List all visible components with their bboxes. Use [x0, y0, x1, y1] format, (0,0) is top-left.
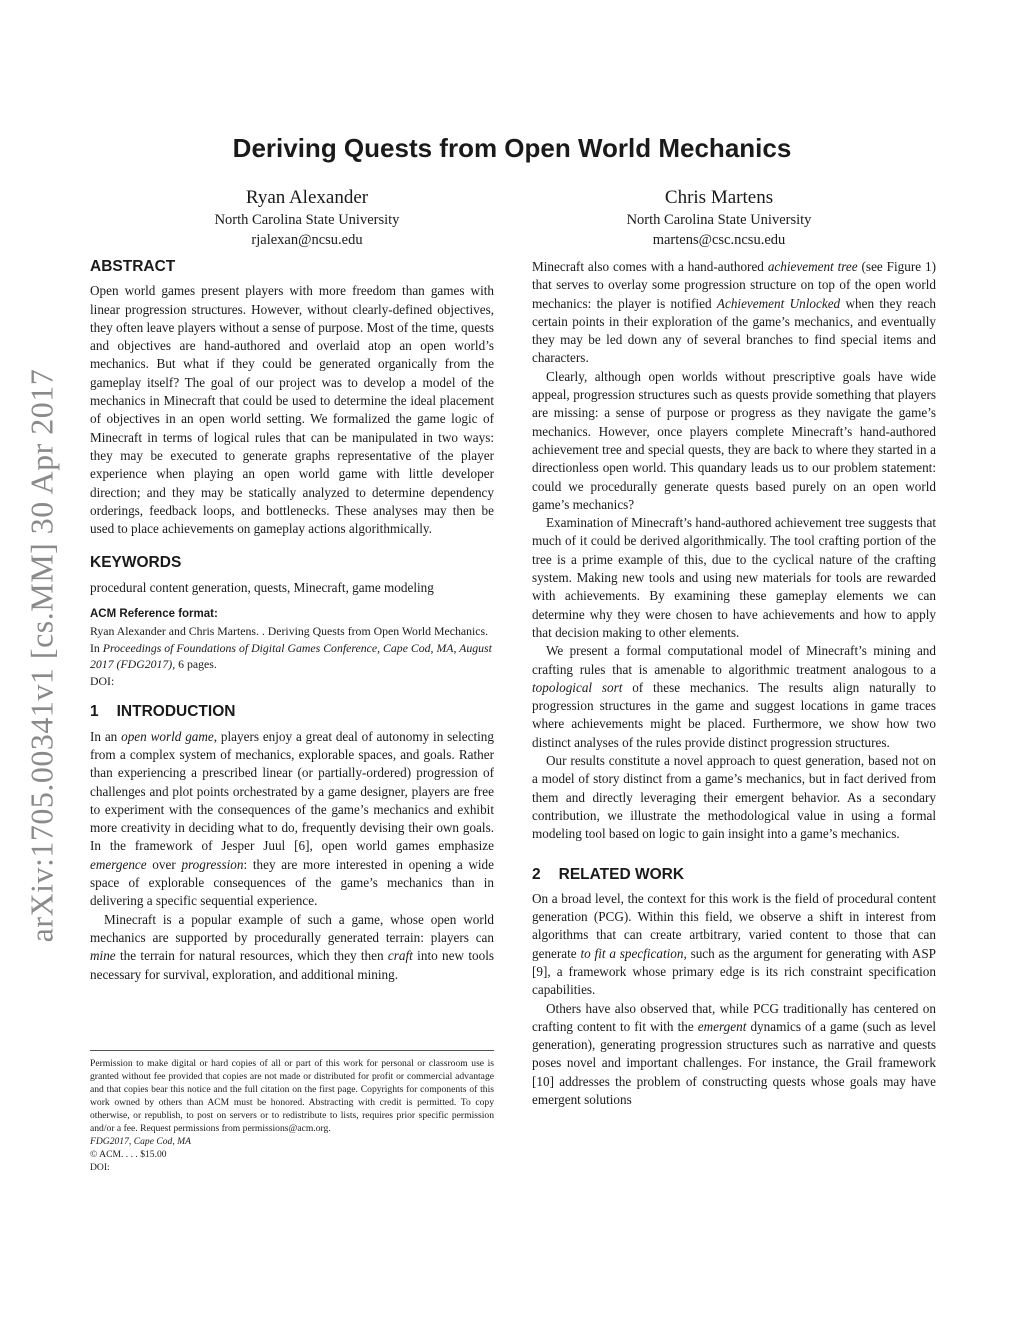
section-heading-introduction: 1 INTRODUCTION	[90, 703, 236, 721]
doi-line: DOI:	[90, 1162, 110, 1173]
keywords-text: procedural content generation, quests, Minecraft, game modeling	[90, 579, 434, 595]
intro-paragraph: Examination of Minecraft’s hand-authored achievement tree suggests that much of it could be derived algorithmically. The tool crafting portion of the tree is a prime example of this, due to the cyclical nature of the crafting system. Making new tools and using new materials for tools are rewarded with achievements. By examining these gameplay elements we can determine why they were chosen to have achievements and how to apply that decision making to other elements.	[532, 515, 936, 640]
arxiv-stamp: arXiv:1705.00341v1 [cs.MM] 30 Apr 2017	[23, 368, 60, 942]
intro-paragraph: Clearly, although open worlds without prescriptive goals have wide appeal, progression structures such as quests provide something that players are missing: a sense of purpose or progress as they navigate the game’s mechanics. However, once players complete Minecraft’s hand-authored achievement tree and special quests, they are back to where they started in a directionless open world. This quandary leads us to our problem statement: could we procedurally generate quests based purely on an open world game’s mechanics?	[532, 368, 936, 512]
author-block-2	[589, 186, 849, 250]
abstract-text: Open world games present players with more freedom than games with linear progression structures. However, without clearly-defined objectives, they often leave players without a sense of purpose. Most of the time, quests and objectives are hand-authored and overlaid atop an open world’s mechanics. But what if they could be generated organically from the gameplay itself? The goal of our project was to develop a model of the mechanics in Minecraft that could be used to determine the ideal placement of objectives in an open world setting. We formalized the game logic of Minecraft in terms of logical rules that can be manipulated in two ways: they may be executed to generate graphs representative of the player experience when playing an open world game with little developer direction; and they may be statically analyzed to determine dependency orderings, feedback loops, and bottlenecks. These analyses may then be used to place achievements on gameplay actions algorithmically.	[90, 283, 494, 537]
author-affiliation: North Carolina State University	[214, 212, 400, 228]
author-block-1	[177, 186, 437, 250]
copyright-footnote	[90, 1050, 494, 1174]
section-heading-related-work: 2 RELATED WORK	[532, 865, 685, 883]
acm-reference: Ryan Alexander and Chris Martens. . Deriving Quests from Open World Mechanics. In Proceedings of Foundations of Digital Games Conference, Cape Cod, MA, August 2017 (FDG2017), 6 pages. DOI:	[90, 624, 492, 688]
right-column	[532, 258, 936, 1109]
intro-paragraph: In an open world game, players enjoy a great deal of autonomy in selecting from a complex system of mechanics, explorable spaces, and goals. Rather than experiencing a prescribed linear (or partially-ordered) progression of challenges and plot points orchestrated by a game designer, players are free to experiment with the consequences of the game’s mechanics and exhibit more creativity in deciding what to do, frequently devising their own goals. In the framework of Jesper Juul [6], open world games emphasize emergence over progression: they are more interested in opening a wide space of explorable consequences of the game’s mechanics than in delivering a specific sequential experience.	[90, 728, 495, 909]
author-email: martens@csc.ncsu.edu	[652, 232, 786, 248]
intro-paragraph: Minecraft is a popular example of such a game, whose open world mechanics are supported by procedurally generated terrain: players can mine the terrain for natural resources, which they then craft into new tools necessary for survival, exploration, and additional mining.	[90, 911, 494, 982]
intro-paragraph: Minecraft also comes with a hand-authored achievement tree (see Figure 1) that serves to overlay some progression structure on top of the open world mechanics: the player is notified Achievement Unlocked when they reach certain points in their exploration of the game’s mechanics, and eventually they may be led down any of several branches to find special items and characters.	[532, 259, 936, 366]
author-email: rjalexan@ncsu.edu	[251, 232, 363, 248]
left-column	[90, 258, 494, 984]
abstract-heading: ABSTRACT	[90, 258, 176, 275]
author-name: Ryan Alexander	[245, 187, 369, 208]
author-affiliation: North Carolina State University	[626, 212, 812, 228]
paper-title: Deriving Quests from Open World Mechanics	[232, 133, 792, 163]
related-paragraph: Others have also observed that, while PCG traditionally has centered on crafting content to fit with the emergent dynamics of a game (such as level generation), generating progression structures such as narrative and quests poses novel and important challenges. For instance, the Grail framework [10] addresses the problem of constructing quests whose goals may have emergent solutions	[532, 1000, 936, 1108]
intro-paragraph: Our results constitute a novel approach to quest generation, based not on a model of story distinct from a game’s mechanics, but in fact derived from them and directly leveraging their emergent behavior. As a secondary contribution, we illustrate the methodological value in using a formal modeling tool based on logic to gain insight into a game’s mechanics.	[532, 753, 936, 842]
intro-paragraph: We present a formal computational model of Minecraft’s mining and crafting rules that is amenable to algorithmic treatment analogous to a topological sort of these mechanics. The results align naturally to progression structures in the game and suggest locations in game traces where achievements might be placed. Furthermore, we show how two distinct analyses of the rules provide distinct progression structures.	[532, 643, 936, 750]
related-paragraph: On a broad level, the context for this work is the field of procedural content generation (PCG). Within this field, we observe a shift in interest from algorithms that can create artbitrary, varied content to those that can generate to fit a specfication, such as the argument for generating with ASP [9], a framework whose primary edge is its rich constraint specification capabilities.	[532, 890, 936, 998]
acm-reference-heading: ACM Reference format:	[90, 608, 218, 621]
copyright-line: © ACM. . . . $15.00	[90, 1149, 167, 1160]
author-name: Chris Martens	[664, 187, 774, 208]
keywords-heading: KEYWORDS	[90, 554, 182, 572]
permission-text: Permission to make digital or hard copies of all or part of this work for personal or classroom use is granted without fee provided that copies are not made or distributed for profit or commercial advantage and that copies bear this notice and the full citation on the first page. Copyrights for components of this work owned by others than ACM must be honored. Abstracting with credit is permitted. To copy otherwise, or republish, to post on servers or to redistribute to lists, requires prior specific permission and/or a fee. Request permissions from permissions@acm.org.	[90, 1058, 494, 1134]
conference-line: FDG2017, Cape Cod, MA	[90, 1136, 191, 1147]
